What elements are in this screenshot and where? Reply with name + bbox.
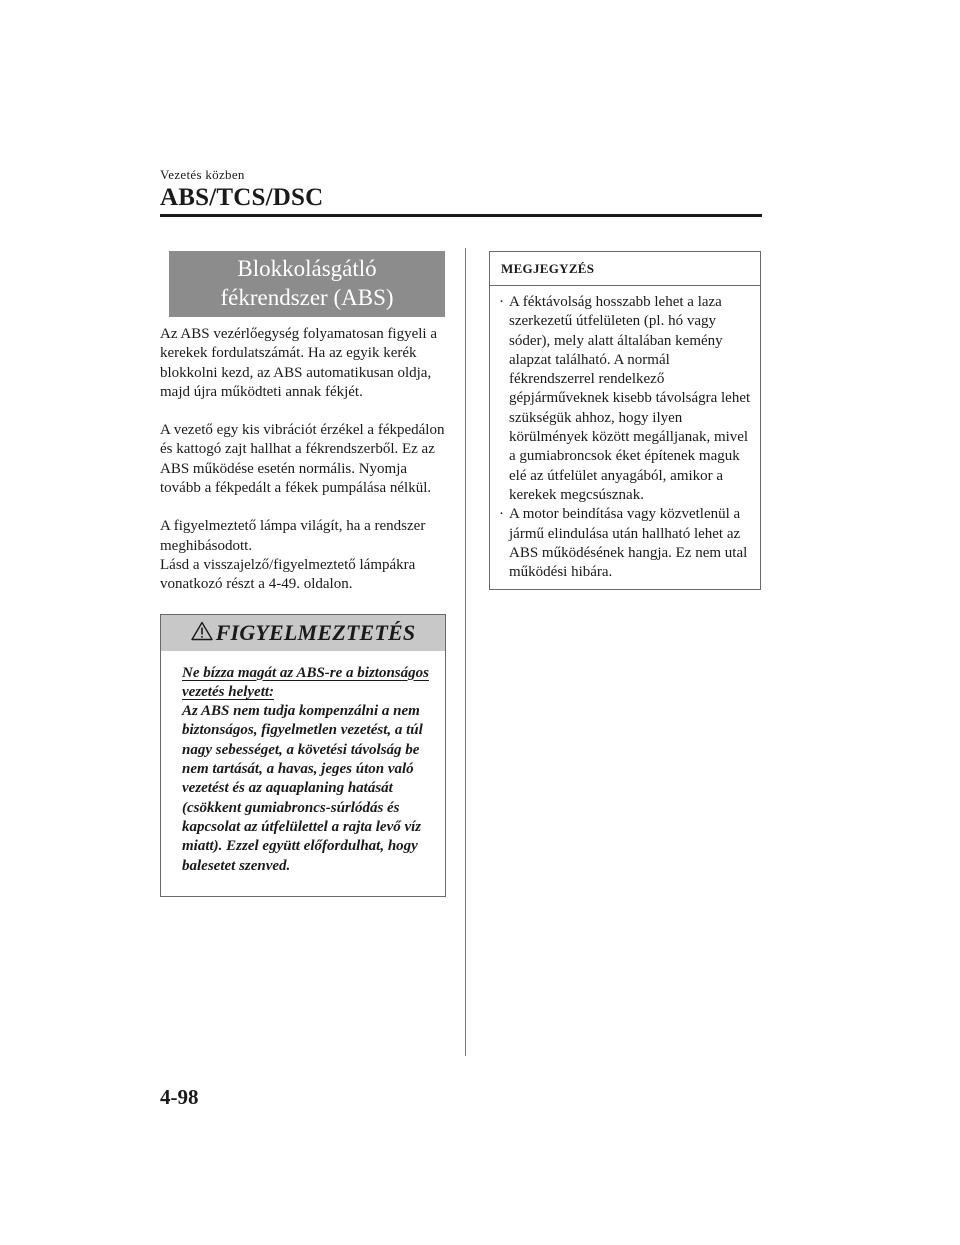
right-column xyxy=(489,251,761,590)
warning-body xyxy=(161,651,445,876)
note-item xyxy=(499,293,752,505)
section-heading xyxy=(169,251,445,317)
page-number: 4-98 xyxy=(160,1085,199,1109)
note-header: MEGJEGYZÉS xyxy=(490,252,760,286)
warning-header xyxy=(161,615,445,651)
note-list xyxy=(490,286,760,582)
warning-lamp-text: A figyelmeztető lámpa világít, ha a rendszer meghibásodott. xyxy=(160,518,426,554)
warning-box xyxy=(160,614,446,897)
note-box xyxy=(489,251,761,590)
header-rule xyxy=(160,214,762,217)
section-heading-line1: Blokkolásgátló xyxy=(237,256,377,281)
section-heading-line2: fékrendszer (ABS) xyxy=(220,285,394,310)
warning-text: Az ABS nem tudja kompenzálni a nem biztonságos, figyelmetlen vezetést, a túl nagy sebességet, a követési távolság be nem tartását, a havas, jeges úton való vezetést és az aquaplaning hatását (csökkent gumiabroncs-súrlódás és kapcsolat az útfelülettel a rajta levő víz miatt). Ezzel együtt előfordulhat, hogy balesetet szenved. xyxy=(182,703,423,874)
paragraph-2: A vezető egy kis vibrációt érzékel a fékpedálon és kattogó zajt hallhat a fékrendszerből. Ez az ABS működése esetén normális. Nyomja tovább a fékpedált a fékek pumpálása nélkül. xyxy=(160,422,445,497)
paragraph-1: Az ABS vezérlőegység folyamatosan figyeli a kerekek fordulatszámát. Ha az egyik kerék blokkolni kezd, az ABS automatikusan oldja, majd újra működteti annak fékjét. xyxy=(160,326,438,400)
left-column xyxy=(160,251,446,897)
warning-triangle-icon xyxy=(191,621,213,641)
bullet: · xyxy=(499,506,504,523)
note-item-text: A motor beindítása vagy közvetlenül a jármű elindulása után hallható lehet az ABS működésének hangja. Ez nem utal működési hibára. xyxy=(509,506,748,581)
bullet: · xyxy=(499,294,504,310)
warning-label: FIGYELMEZTETÉS xyxy=(215,619,416,645)
section-label: Vezetés közben xyxy=(160,167,245,182)
column-divider xyxy=(465,248,466,1056)
note-item-text: A féktávolság hosszabb lehet a laza szerkezetű útfelületen (pl. hó vagy sóder), mely alatt általában kemény alapzat található. A normál fékrendszerrel rendelkező gépjárműveknek kisebb távolságra lehet szükségük ahhoz, hogy ilyen körülmények között megálljanak, mivel a gumiabroncsok éket építenek maguk elé az útfelület anyagából, amikor a kerekek megcsúsznak. xyxy=(509,294,751,503)
page-title: ABS/TCS/DSC xyxy=(160,184,324,211)
warning-lead: Ne bízza magát az ABS-re a biztonságos vezetés helyett: xyxy=(182,664,429,700)
page-reference: Lásd a visszajelző/figyelmeztető lámpákra vonatkozó részt a 4-49. oldalon. xyxy=(160,556,416,593)
paragraph-3 xyxy=(160,517,446,594)
note-item xyxy=(499,505,752,582)
